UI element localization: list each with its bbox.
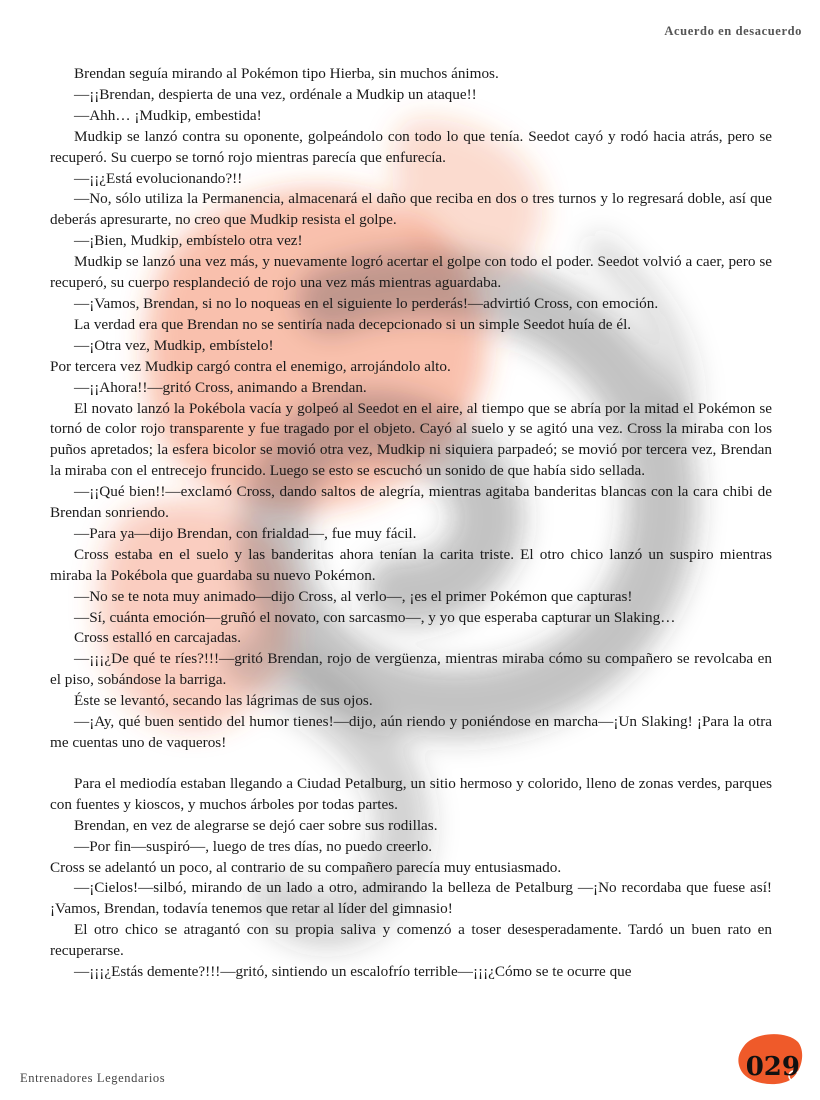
paragraph: —¡Bien, Mudkip, embístelo otra vez! [74,232,303,250]
running-header-title: Acuerdo en desacuerdo [664,24,802,38]
page-number: 029 [745,1052,800,1082]
paragraph: Éste se levantó, secando las lágrimas de sus ojos. [74,692,373,710]
paragraph: El novato lanzó la Pokébola vacía y golpeó al Seedot en el aire, al tiempo que se abría por la mitad el Pokémon se tornó de color rojo transparente y fue tragado por el objeto. Cayó al suelo y se agitó una vez. Cross la miraba con los puños apretados; la esfera bicolor se movió otra vez, Mudkip ni siquiera parpadeó; se movió por tercera vez, Brendan la miraba con el entrecejo fruncido. Luego se esto se escuchó un sonido de que había sido sellada. [50,399,772,480]
paragraph: Mudkip se lanzó una vez más, y nuevamente logró acertar el golpe con todo el poder. Seedot volvió a caer, pero se recuperó, su cuerpo resplandeció de rojo una vez más mientras aguardaba. [50,253,772,292]
paragraph: —¡¡Qué bien!!—exclamó Cross, dando saltos de alegría, mientras agitaba banderitas blancas con la cara chibi de Brendan sonriendo. [50,483,772,522]
paragraph: —No se te nota muy animado—dijo Cross, al verlo—, ¡es el primer Pokémon que capturas! [74,587,633,605]
paragraph: La verdad era que Brendan no se sentiría nada decepcionado si un simple Seedot huía de él. [74,315,632,333]
paragraph: Por tercera vez Mudkip cargó contra el enemigo, arrojándolo alto. [50,357,451,375]
paragraph: —¡Otra vez, Mudkip, embístelo! [74,336,274,354]
paragraph: Cross estaba en el suelo y las banderitas ahora tenían la carita triste. El otro chico lanzó un suspiro mientras miraba la Pokébola que guardaba su nuevo Pokémon. [50,545,772,584]
paragraph: —¡Vamos, Brendan, si no lo noqueas en el siguiente lo perderás!—advirtió Cross, con emoción. [74,294,659,312]
paragraph: —Ahh… ¡Mudkip, embestida! [74,106,262,124]
footer-book-title: Entrenadores Legendarios [20,1071,166,1085]
paragraph: —Para ya—dijo Brendan, con frialdad—, fue muy fácil. [74,524,417,542]
paragraph: —No, sólo utiliza la Permanencia, almacenará el daño que reciba en dos o tres turnos y lo regresará doble, así que deberás apresurarte, no creo que Mudkip resista el golpe. [50,190,772,229]
paragraph: —¡¡Brendan, despierta de una vez, ordénale a Mudkip un ataque!! [74,85,477,103]
paragraph: —¡Ay, qué buen sentido del humor tienes!—dijo, aún riendo y poniéndose en marcha—¡Un Slaking! ¡Para la otra me cuentas uno de vaqueros! [50,713,772,751]
paragraph: Para el mediodía estaban llegando a Ciudad Petalburg, un sitio hermoso y colorido, lleno de zonas verdes, parques con fuentes y kioscos, y muchos árboles por todas partes. [50,774,772,813]
paragraph: —Por fin—suspiró—, luego de tres días, no puedo creerlo. [74,837,433,855]
paragraph: —¡¡¡¿Estás demente?!!!—gritó, sintiendo un escalofrío terrible—¡¡¡¿Cómo se te ocurre que [74,963,632,981]
paragraph: Cross estalló en carcajadas. [74,629,241,647]
paragraph: —Sí, cuánta emoción—gruñó el novato, con sarcasmo—, y yo que esperaba capturar un Slaking… [74,608,676,626]
body-text [50,64,772,983]
paragraph: Brendan, en vez de alegrarse se dejó caer sobre sus rodillas. [74,816,438,834]
paragraph: —¡¡¡¿De qué te ríes?!!!—gritó Brendan, rojo de vergüenza, mientras miraba cómo su compañero se revolcaba en el piso, sobándose la barriga. [50,650,772,689]
paragraph: —¡Cielos!—silbó, mirando de un lado a otro, admirando la belleza de Petalburg —¡No recordaba que fuese así! ¡Vamos, Brendan, todavía tenemos que retar al líder del gimnasio! [50,879,772,918]
paragraph: Cross se adelantó un poco, al contrario de su compañero parecía muy entusiasmado. [50,858,562,876]
paragraph: El otro chico se atragantó con su propia saliva y comenzó a toser desesperadamente. Tardó un buen rato en recuperarse. [50,921,772,960]
paragraph: Brendan seguía mirando al Pokémon tipo Hierba, sin muchos ánimos. [74,65,499,82]
paragraph: —¡¡¿Está evolucionando?!! [74,169,243,187]
paragraph: Mudkip se lanzó contra su oponente, golpeándolo con todo lo que tenía. Seedot cayó y rodó hacia atrás, pero se recuperó. Su cuerpo se tornó rojo mientras parecía que enfurecía. [50,127,772,166]
paragraph: —¡¡Ahora!!—gritó Cross, animando a Brendan. [74,378,367,396]
